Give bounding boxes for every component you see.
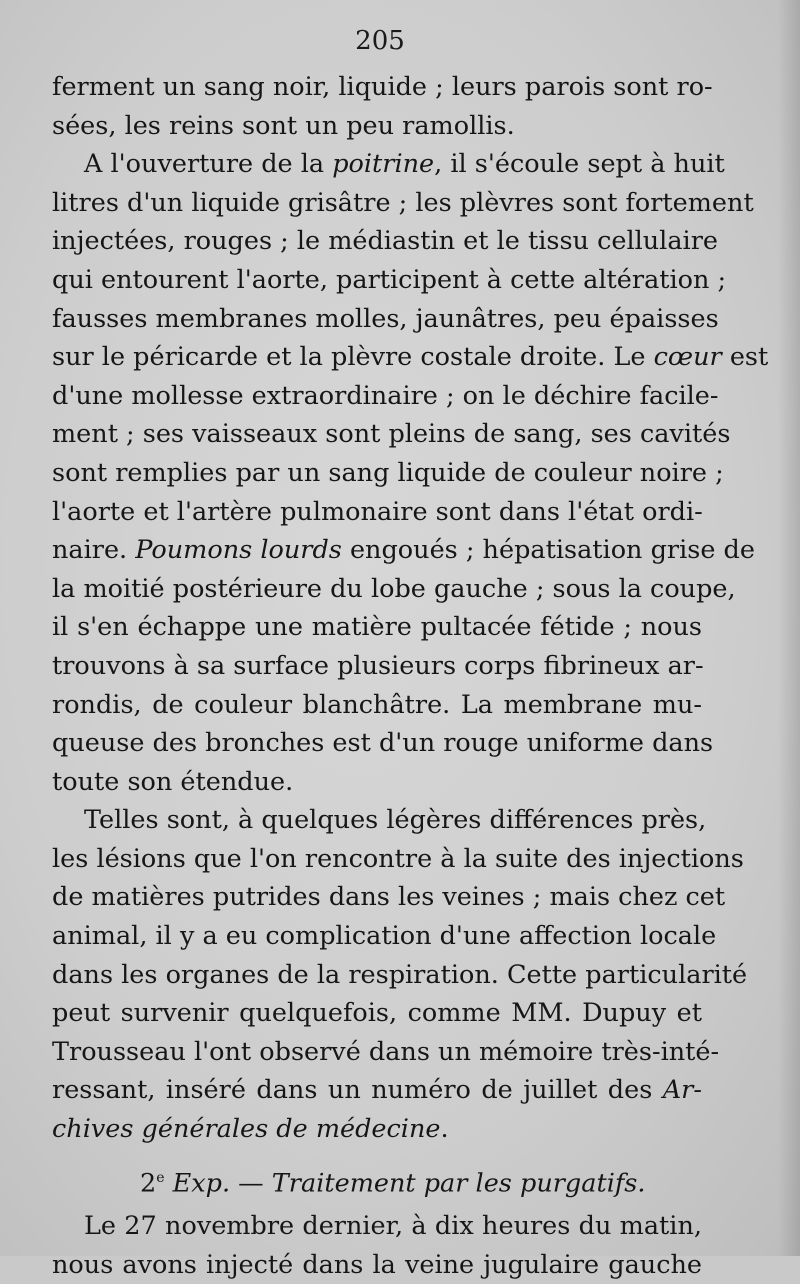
text-line: chives générales de médecine. — [52, 1114, 449, 1145]
text-line: animal, il y a eu complication d'une affection locale — [52, 921, 717, 952]
italic-term-poitrine: poitrine — [332, 149, 435, 180]
text-line: rondis, de couleur blanchâtre. La membrane mu- — [52, 689, 702, 720]
spacer — [52, 1149, 702, 1159]
text-line: Telles sont, à quelques légères différences près, — [84, 805, 707, 836]
text-line: sur le péricarde et la plèvre costale droite. Le cœur est — [52, 342, 769, 373]
italic-term-archives: Ar- — [662, 1075, 702, 1106]
text-line: litres d'un liquide grisâtre ; les plèvres sont fortement — [52, 187, 754, 218]
text-line: dans les organes de la respiration. Cette particularité — [52, 959, 748, 990]
text-line: ressant, inséré dans un numéro de juillet des Ar- — [52, 1075, 702, 1106]
text-line: les lésions que l'on rencontre à la suite des injections — [52, 843, 744, 874]
text-line: nous avons injecté dans la veine jugulaire gauche — [52, 1249, 702, 1280]
text-line: fausses membranes molles, jaunâtres, peu épaisses — [52, 303, 719, 334]
text-line: la moitié postérieure du lobe gauche ; sous la coupe, — [52, 573, 736, 604]
text-line: injectées, rouges ; le médiastin et le tissu cellulaire — [52, 226, 718, 257]
spacer — [52, 1197, 702, 1207]
italic-term-coeur: cœur — [653, 342, 722, 373]
text-line: queuse des bronches est d'un rouge uniforme dans — [52, 728, 714, 759]
text-line: d'une mollesse extraordinaire ; on le déchire facile- — [52, 380, 719, 411]
italic-term-archives-cont: chives générales de médecine — [52, 1114, 441, 1145]
text-line: Le 27 novembre dernier, à dix heures du matin, — [84, 1211, 702, 1242]
text-line: ment ; ses vaisseaux sont pleins de sang, ses cavités — [52, 419, 731, 450]
page-number: 205 — [355, 26, 405, 56]
text-line: qui entourent l'aorte, participent à cette altération ; — [52, 264, 727, 295]
italic-term-poumons: Poumons lourds — [135, 535, 342, 566]
text-line: peut survenir quelquefois, comme MM. Dupuy et — [52, 998, 702, 1029]
text-line: sées, les reins sont un peu ramollis. — [52, 110, 515, 141]
text-line: ferment un sang noir, liquide ; leurs parois sont ro- — [52, 72, 713, 102]
text-line: A l'ouverture de la poitrine, il s'écoule sept à huit — [84, 149, 725, 180]
text-line: Trousseau l'ont observé dans un mémoire très-inté- — [52, 1036, 720, 1067]
page-edge-shadow — [778, 0, 800, 1256]
body-text — [52, 68, 769, 1284]
text-line: trouvons à sa surface plusieurs corps fibrineux ar- — [52, 650, 704, 681]
text-line: naire. Poumons lourds engoués ; hépatisation grise de — [52, 535, 755, 566]
text-line: l'aorte et l'artère pulmonaire sont dans l'état ordi- — [52, 496, 703, 527]
section-heading: 2e Exp. — Traitement par les purgatifs. — [140, 1168, 646, 1199]
text-line: sont remplies par un sang liquide de couleur noire ; — [52, 457, 724, 488]
text-line: il s'en échappe une matière pultacée fétide ; nous — [52, 612, 702, 643]
text-line: toute son étendue. — [52, 766, 294, 797]
text-line: de matières putrides dans les veines ; mais chez cet — [52, 882, 726, 913]
